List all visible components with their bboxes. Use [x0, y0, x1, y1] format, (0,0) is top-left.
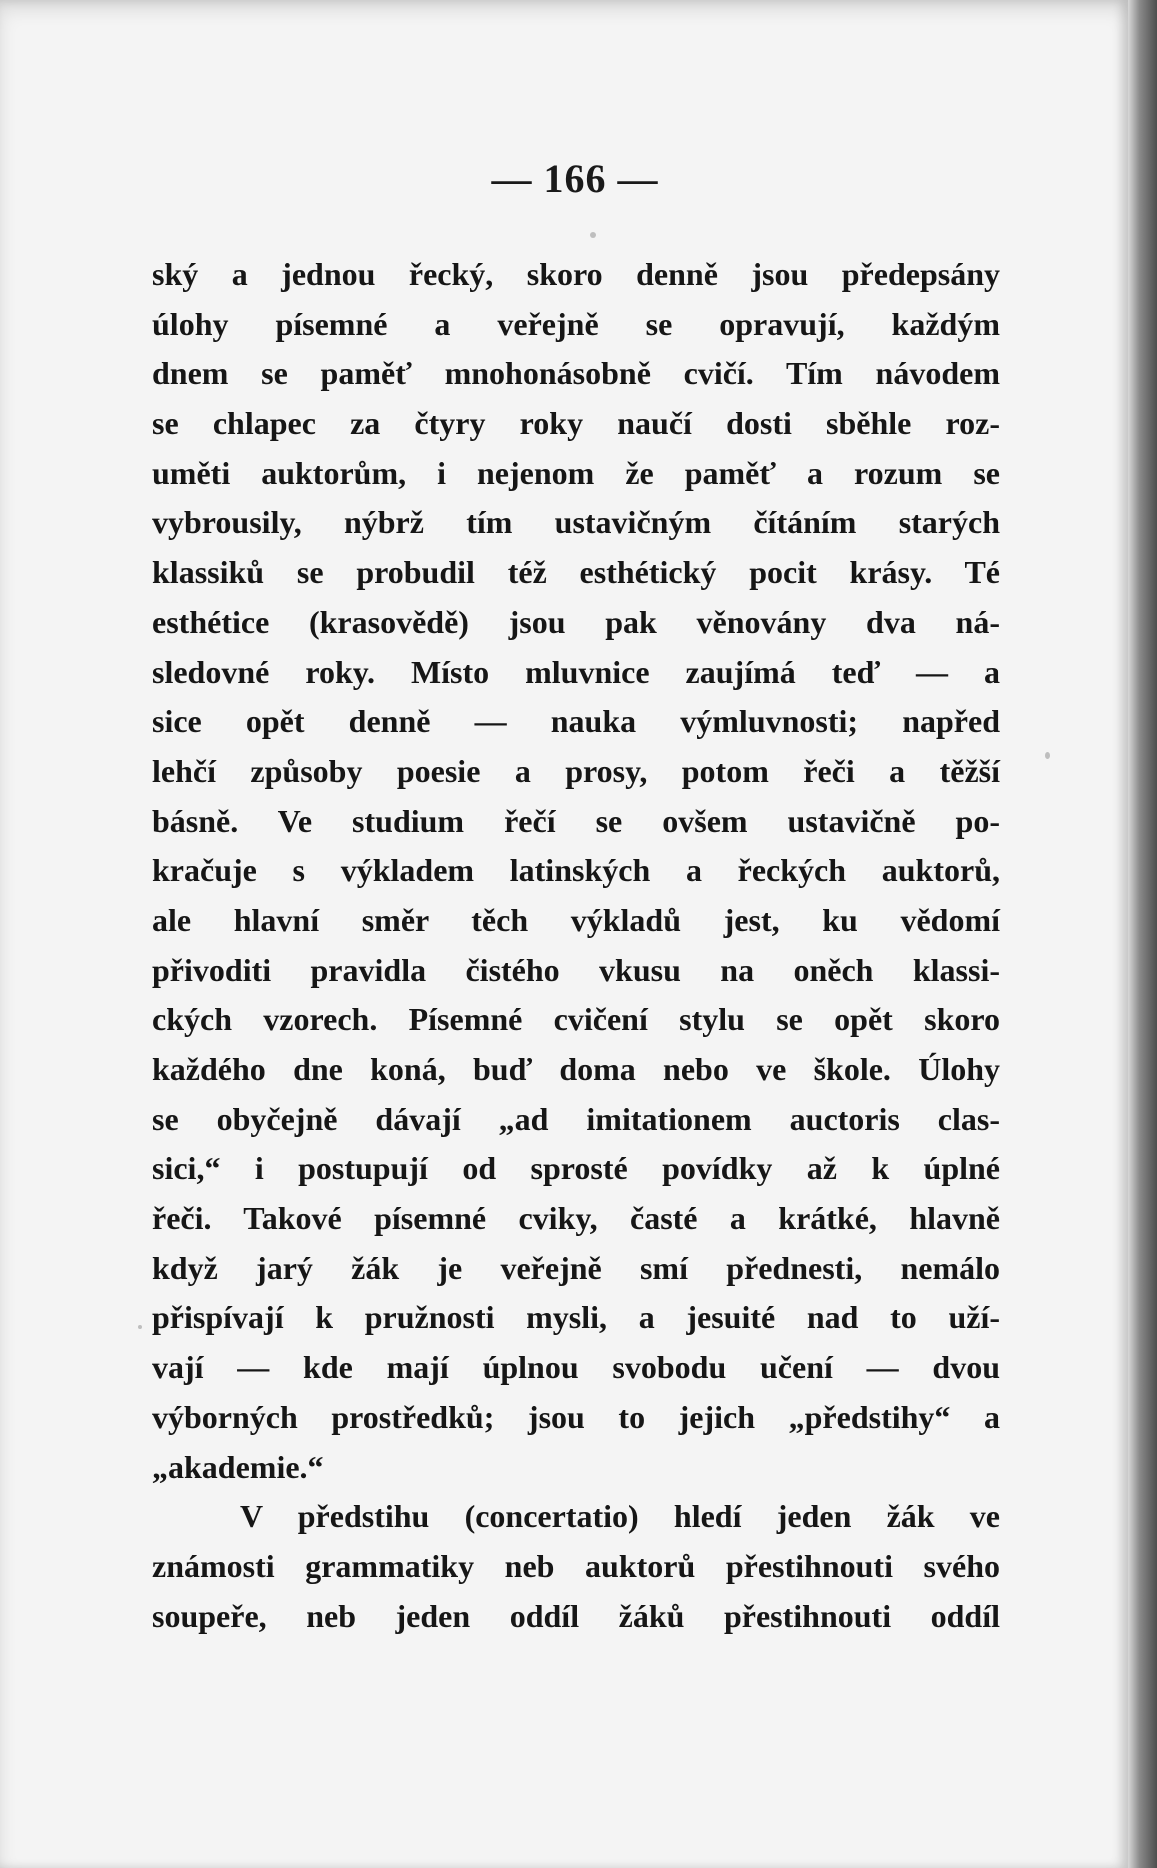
- text-line: úlohy písemné a veřejně se opravují, každým: [152, 305, 1000, 342]
- paper-speck: [138, 1325, 142, 1329]
- text-line: esthétice (krasovědě) jsou pak věnovány dva ná-: [152, 603, 1000, 640]
- text-line: sledovné roky. Místo mluvnice zaujímá teď — a: [152, 653, 1000, 690]
- text-line: uměti auktorům, i nejenom že paměť a rozum se: [152, 454, 1000, 491]
- text-line: výborných prostředků; jsou to jejich „předstihy“ a: [152, 1398, 1000, 1435]
- text-line: každého dne koná, buď doma nebo ve škole. Úlohy: [152, 1051, 1000, 1087]
- text-line: klassiků se probudil též esthétický pocit krásy. Té: [152, 554, 1000, 591]
- text-line: přispívají k pružnosti mysli, a jesuité nad to uží-: [152, 1299, 1000, 1336]
- text-line: známosti grammatiky neb auktorů přestihnouti svého: [152, 1547, 1000, 1584]
- text-line: sici,“ i postupují od sprosté povídky až k úplné: [152, 1150, 1000, 1187]
- text-line: ale hlavní směr těch výkladů jest, ku vědomí: [152, 901, 1000, 938]
- text-line: dnem se paměť mnohonásobně cvičí. Tím návodem: [152, 355, 1000, 392]
- text-line: přivoditi pravidla čistého vkusu na oněch klassi-: [152, 951, 1000, 988]
- text-line: ckých vzorech. Písemné cvičení stylu se opět skoro: [152, 1001, 1000, 1038]
- text-line: vybrousily, nýbrž tím ustavičným čítáním starých: [152, 504, 1000, 541]
- text-line: lehčí způsoby poesie a prosy, potom řeči a těžší: [152, 752, 1000, 789]
- page-edge-shadow: [1128, 0, 1157, 1868]
- paper-speck: [590, 232, 596, 238]
- page-number: — 166 —: [491, 156, 659, 201]
- text-line: ský a jednou řecký, skoro denně jsou předepsány: [152, 256, 1000, 292]
- text-line: „akademie.“: [152, 1448, 324, 1485]
- paragraph-2: [152, 1492, 1000, 1641]
- paper-speck: [1045, 752, 1050, 759]
- text-line: se chlapec za čtyry roky naučí dosti sběhle roz-: [152, 405, 1000, 442]
- text-line: kračuje s výkladem latinských a řeckých auktorů,: [152, 852, 1000, 889]
- text-line: se obyčejně dávají „ad imitationem auctoris clas-: [152, 1100, 1000, 1137]
- text-line: sice opět denně — nauka výmluvnosti; napřed: [152, 703, 1000, 740]
- text-line: když jarý žák je veřejně smí přednesti, nemálo: [152, 1249, 1000, 1286]
- text-line: vají — kde mají úplnou svobodu učení — dvou: [152, 1349, 1000, 1386]
- text-line: soupeře, neb jeden oddíl žáků přestihnouti oddíl: [152, 1597, 1000, 1634]
- text-line: řeči. Takové písemné cviky, časté a krátké, hlavně: [152, 1200, 1000, 1237]
- body-text: [152, 250, 1000, 1641]
- text-line: V předstihu (concertatio) hledí jeden žák ve: [240, 1498, 1000, 1535]
- text-line: básně. Ve studium řečí se ovšem ustavičně po-: [152, 802, 1000, 839]
- paragraph-1: [152, 250, 1000, 1492]
